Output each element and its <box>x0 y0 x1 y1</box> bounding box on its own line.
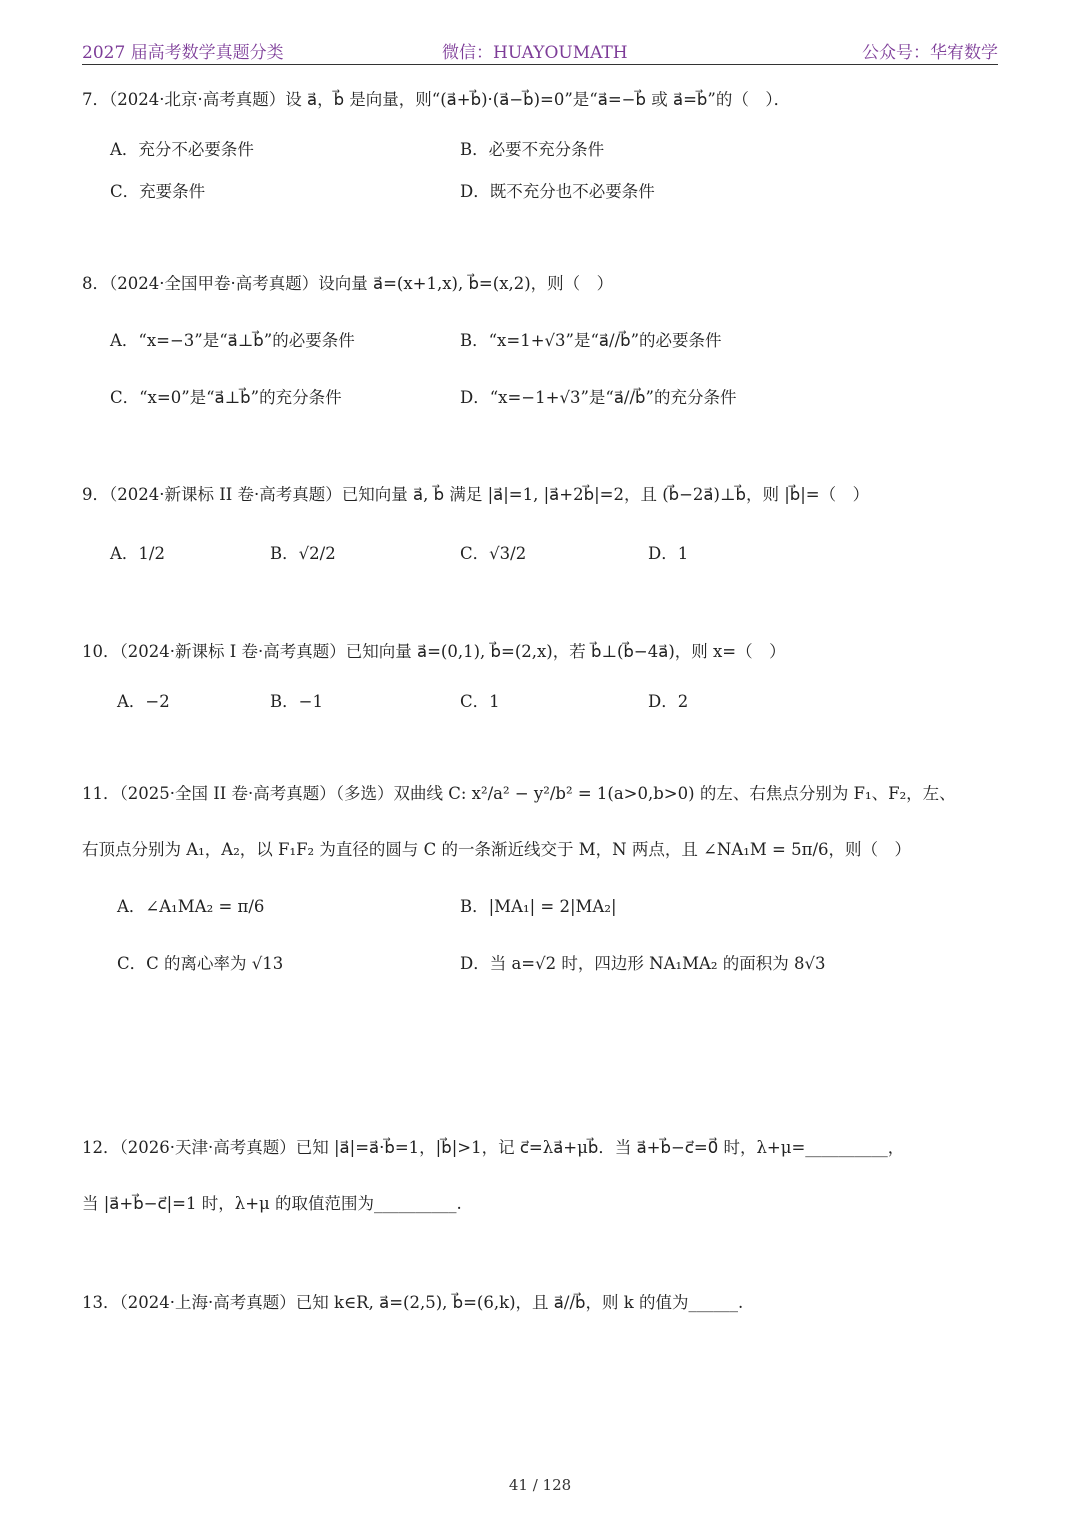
question-10-option-c: C．1 <box>460 692 500 711</box>
question-8-option-a: A．“x=−3”是“a⃗⊥b⃗”的必要条件 <box>110 331 355 350</box>
question-10-stem: 10．（2024·新课标 I 卷·高考真题）已知向量 a⃗=(0,1), b⃗=(2,x)，若 b⃗⊥(b⃗−4a⃗)，则 x=（ ） <box>82 642 786 661</box>
question-9-option-a: A．1/2 <box>110 544 165 563</box>
question-11-option-b: B．|MA₁| = 2|MA₂| <box>460 897 617 916</box>
question-10-option-b: B．−1 <box>270 692 323 711</box>
question-8-option-d: D．“x=−1+√3”是“a⃗//b⃗”的充分条件 <box>460 388 737 407</box>
question-12-stem-continued: 当 |a⃗+b⃗−c⃗|=1 时，λ+μ 的取值范围为__________. <box>82 1194 462 1213</box>
question-9-option-c: C．√3/2 <box>460 544 527 563</box>
question-8-option-c: C．“x=0”是“a⃗⊥b⃗”的充分条件 <box>110 388 342 407</box>
header-collection-title: 2027 届高考数学真题分类 <box>82 43 284 63</box>
page-header <box>82 38 998 65</box>
header-wechat: 微信：HUAYOUMATH <box>442 43 628 63</box>
question-7-option-d: D．既不充分也不必要条件 <box>460 182 655 201</box>
question-11-stem-continued: 右顶点分别为 A₁，A₂，以 F₁F₂ 为直径的圆与 C 的一条渐近线交于 M，N 两点，且 ∠NA₁M = 5π/6，则（ ） <box>82 840 912 859</box>
question-11-option-c: C．C 的离心率为 √13 <box>117 954 284 973</box>
question-10-option-a: A．−2 <box>117 692 170 711</box>
question-7-option-b: B．必要不充分条件 <box>460 140 605 159</box>
question-13-stem: 13．（2024·上海·高考真题）已知 k∈R, a⃗=(2,5), b⃗=(6,k)，且 a⃗//b⃗，则 k 的值为______. <box>82 1293 744 1312</box>
question-7-stem: 7．（2024·北京·高考真题）设 a⃗，b⃗ 是向量，则“(a⃗+b⃗)·(a⃗−b⃗)=0”是“a⃗=−b⃗ 或 a⃗=b⃗”的（ ）． <box>82 90 791 109</box>
question-11-stem: 11．（2025·全国 II 卷·高考真题）（多选）双曲线 C: x²/a² − y²/b² = 1(a>0,b>0) 的左、右焦点分别为 F₁、F₂，左、 <box>82 784 956 803</box>
question-8-option-b: B．“x=1+√3”是“a⃗//b⃗”的必要条件 <box>460 331 722 350</box>
question-7-option-a: A．充分不必要条件 <box>110 140 254 159</box>
question-9-stem: 9．（2024·新课标 II 卷·高考真题）已知向量 a⃗, b⃗ 满足 |a⃗|=1, |a⃗+2b⃗|=2，且 (b⃗−2a⃗)⊥b⃗，则 |b⃗|=（ ） <box>82 485 870 504</box>
page-number: 41 / 128 <box>508 1476 572 1494</box>
header-official-account: 公众号：华宥数学 <box>862 43 998 63</box>
question-8-stem: 8．（2024·全国甲卷·高考真题）设向量 a⃗=(x+1,x), b⃗=(x,2)，则（ ） <box>82 274 614 293</box>
question-10-option-d: D．2 <box>648 692 689 711</box>
question-9-option-d: D．1 <box>648 544 689 563</box>
question-9-option-b: B．√2/2 <box>270 544 336 563</box>
question-7-option-c: C．充要条件 <box>110 182 206 201</box>
question-12-stem: 12．（2026·天津·高考真题）已知 |a⃗|=a⃗·b⃗=1，|b⃗|>1，记 c⃗=λa⃗+μb⃗．当 a⃗+b⃗−c⃗=0⃗ 时，λ+μ=__________， <box>82 1138 905 1157</box>
question-11-option-a: A．∠A₁MA₂ = π/6 <box>117 897 265 916</box>
question-11-option-d: D．当 a=√2 时，四边形 NA₁MA₂ 的面积为 8√3 <box>460 954 826 973</box>
